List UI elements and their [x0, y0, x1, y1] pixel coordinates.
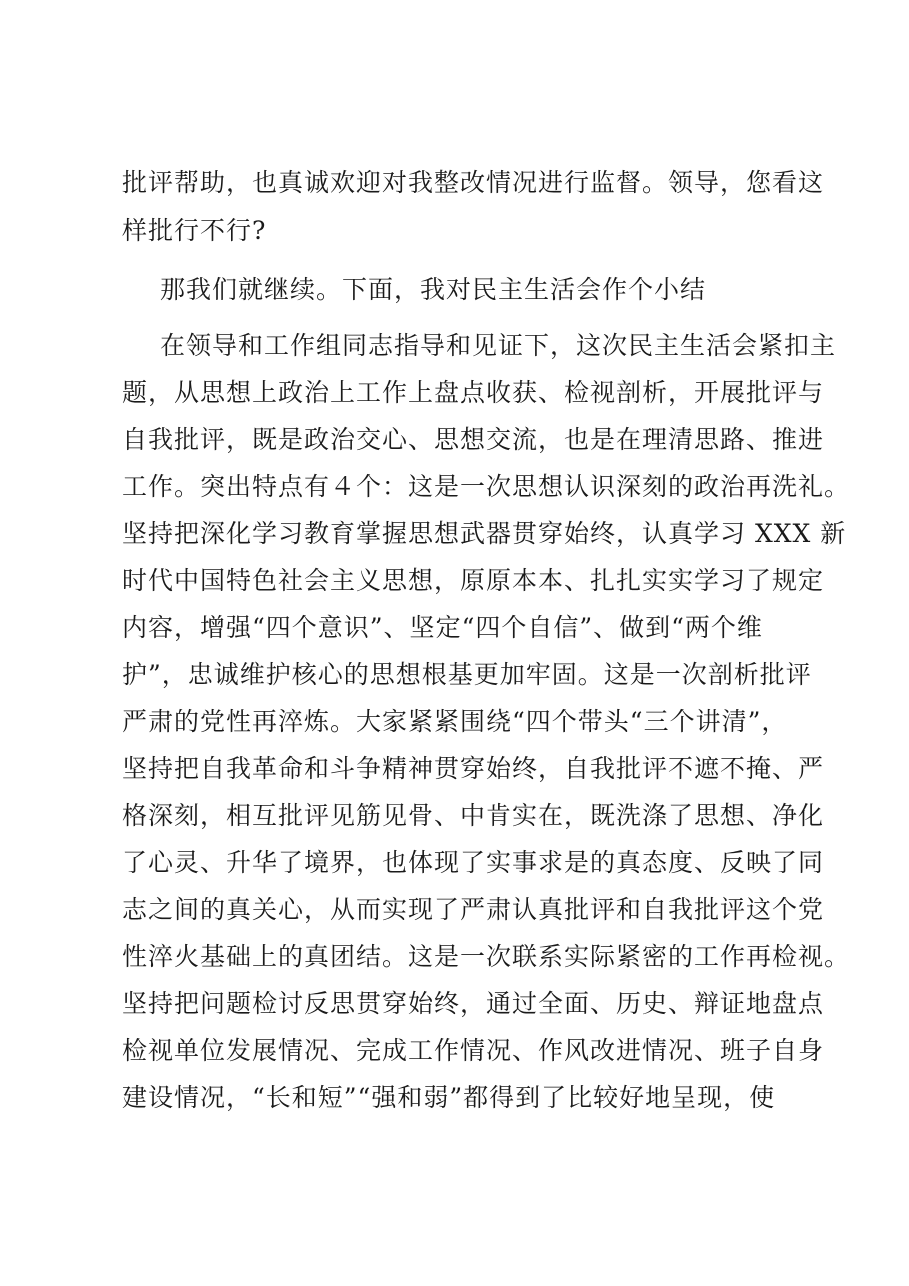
text-line: 建设情况，“长和短”“强和弱”都得到了比较好地呈现，使	[122, 1083, 776, 1112]
text-line: 样批行不行?	[122, 216, 267, 245]
text-line: 护”，忠诚维护核心的思想根基更加牢固。这是一次剖析批评	[122, 660, 812, 689]
text-line: 内容，增强“四个意识”、坚定“四个自信”、做到“两个维	[122, 613, 763, 642]
text-line: 批评帮助，也真诚欢迎对我整改情况进行监督。领导，您看这	[122, 168, 825, 197]
text-line: 题，从思想上政治上工作上盘点收获、检视剖析，开展批评与	[122, 378, 825, 407]
text-line: 了心灵、升华了境界，也体现了实事求是的真态度、反映了同	[122, 848, 825, 877]
text-line: 格深刻，相互批评见筋见骨、中肯实在，既洗涤了思想、净化	[122, 801, 825, 830]
paragraph-start-line: 那我们就继续。下面，我对民主生活会作个小结	[160, 275, 707, 304]
text-line: 坚持把自我革命和斗争精神贯穿始终，自我批评不遮不掩、严	[122, 754, 825, 783]
paragraph-start-line: 在领导和工作组同志指导和见证下，这次民主生活会紧扣主	[160, 331, 837, 360]
text-line: 性淬火基础上的真团结。这是一次联系实际紧密的工作再检视。	[122, 942, 851, 971]
text-line: 坚持把深化学习教育掌握思想武器贯穿始终，认真学习 XXX 新	[122, 519, 847, 548]
text-line: 工作。突出特点有４个：这是一次思想认识深刻的政治再洗礼。	[122, 472, 851, 501]
text-line: 自我批评，既是政治交心、思想交流，也是在理清思路、推进	[122, 425, 825, 454]
text-line: 志之间的真关心，从而实现了严肃认真批评和自我批评这个党	[122, 895, 825, 924]
text-line: 严肃的党性再淬炼。大家紧紧围绕“四个带头“三个讲清”，	[122, 707, 788, 736]
text-line: 时代中国特色社会主义思想，原原本本、扎扎实实学习了规定	[122, 566, 825, 595]
text-line: 坚持把问题检讨反思贯穿始终，通过全面、历史、辩证地盘点	[122, 989, 825, 1018]
text-line: 检视单位发展情况、完成工作情况、作风改进情况、班子自身	[122, 1036, 825, 1065]
